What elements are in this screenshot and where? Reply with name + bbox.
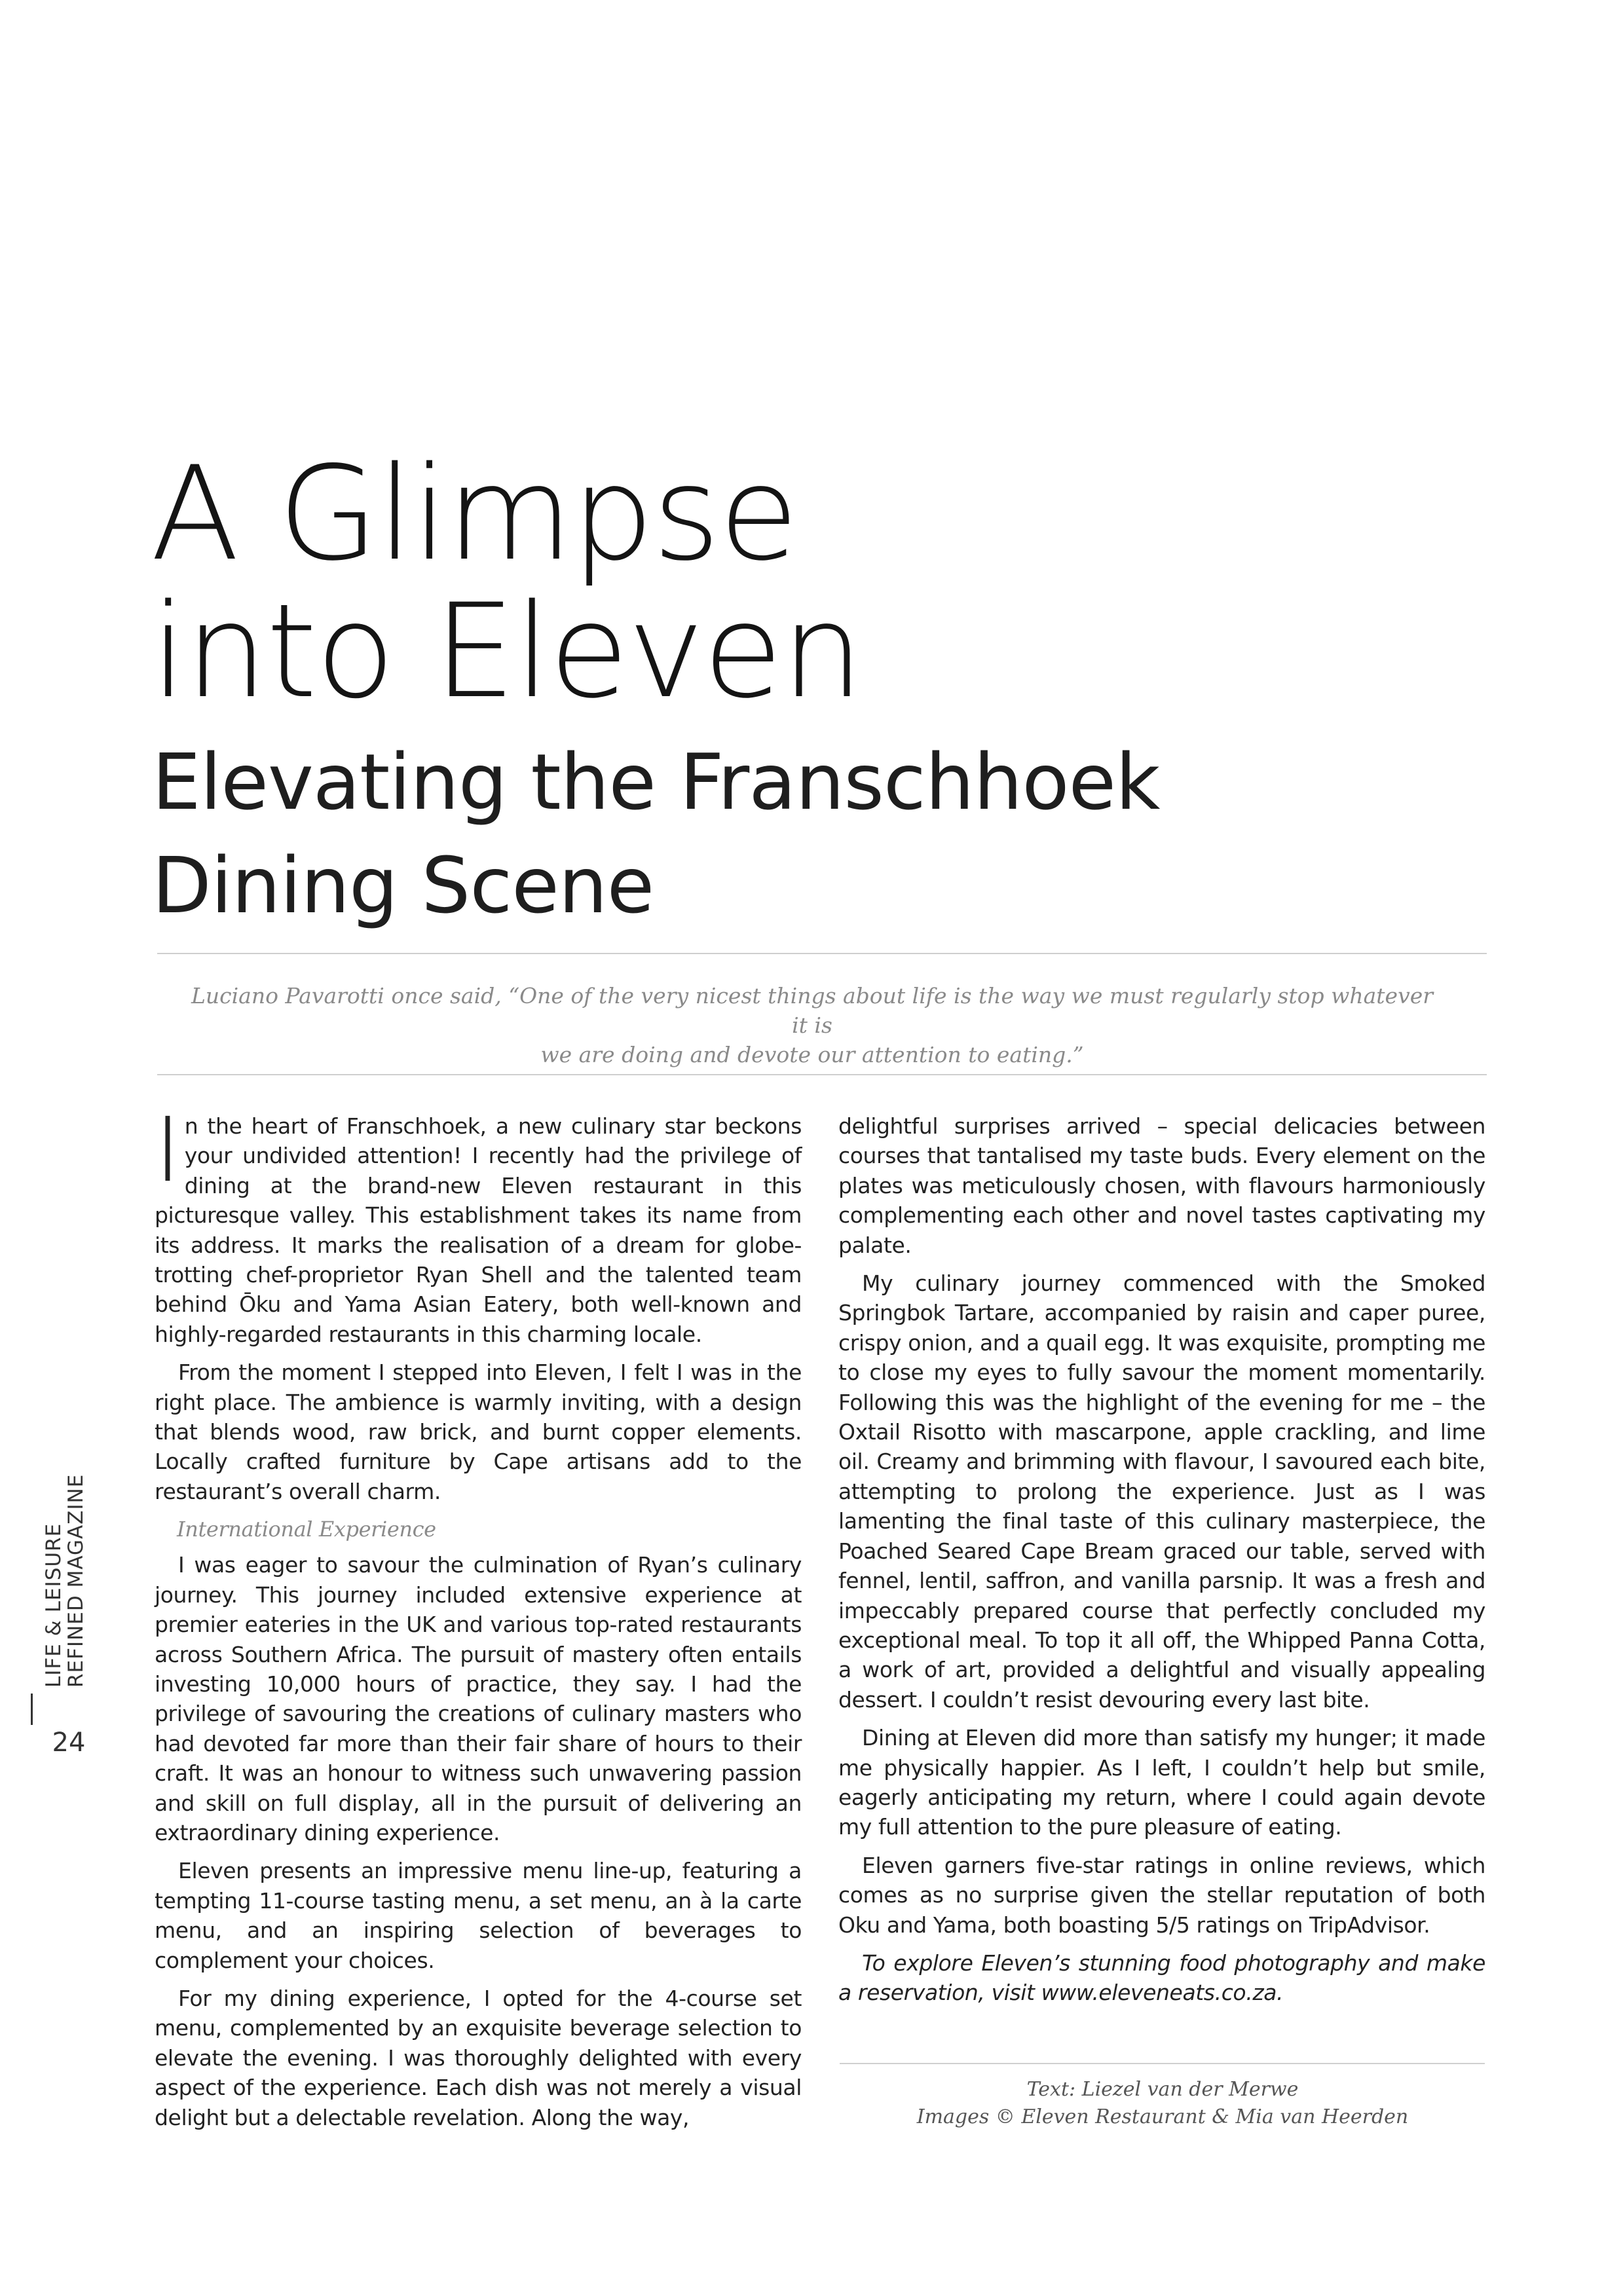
title-line: into Eleven <box>151 576 863 727</box>
pull-quote <box>190 981 1434 1069</box>
sidebar-rule <box>31 1694 33 1725</box>
subtitle-line: Elevating the Franschhoek <box>152 737 1160 827</box>
paragraph: Eleven garners five-star ratings in online reviews, which comes as no surprise given the stellar reputation of both Oku and Yama, both boasting 5/5 ratings on TripAdvisor. <box>838 1852 1485 1938</box>
paragraph: I was eager to savour the culmination of Ryan’s culinary journey. This journey included extensive experience at premier eateries in the UK and various top-rated restaurants across Southern Africa. The pursuit of mastery often entails investing 10,000 hours of practice, they say. I had the privilege of savouring the creations of culinary masters who had devoted far more than their fair share of hours to their craft. It was an honour to witness such unwavering passion and skill on full display, all in the pursuit of delivering an extraordinary dining experience. <box>155 1552 802 1845</box>
credits-divider <box>840 2063 1485 2064</box>
title-line: A Glimpse <box>151 438 798 589</box>
paragraph: delightful surprises arrived – special delicacies between courses that tantalised my taste buds. Every element on the plates was meticulously chosen, with flavours harmoniously complementing each other and novel tastes captivating my palate. <box>838 1113 1485 1258</box>
section-subheading: International Experience <box>177 1517 436 1542</box>
credits <box>838 2076 1487 2131</box>
paragraph: Eleven presents an impressive menu line-up, featuring a tempting 11-course tasting menu, a set menu, an à la carte menu, and an inspiring selection of beverages to complement your choices. <box>155 1858 802 1973</box>
page-number: 24 <box>52 1728 86 1758</box>
divider-bottom <box>157 1074 1487 1075</box>
sidebar-label <box>36 1473 102 1688</box>
quote-line: Luciano Pavarotti once said, “One of the very nicest things about life is the way we must regularly stop whatever it is <box>191 983 1434 1038</box>
article-subtitle <box>152 730 1159 937</box>
paragraph: From the moment I stepped into Eleven, I felt I was in the right place. The ambience is warmly inviting, with a design that blends wood, raw brick, and burnt copper elements. Locally crafted furniture by Cape artisans add to the restaurant’s overall charm. <box>155 1360 802 1504</box>
divider-top <box>157 953 1487 954</box>
subtitle-line: Dining Scene <box>152 840 654 931</box>
article-title <box>151 438 863 727</box>
column-left <box>155 1099 802 2141</box>
magazine-name: REFINED MAGAZINE <box>64 1473 88 1688</box>
paragraph: For my dining experience, I opted for the 4-course set menu, complemented by an exquisite beverage selection to elevate the evening. I was thoroughly delighted with every aspect of the experience. Each dish was not merely a visual delight but a delectable revelation. Along the way, <box>155 1985 802 2130</box>
paragraph: Dining at Eleven did more than satisfy my hunger; it made me physically happier. As I left, I couldn’t help but smile, eagerly anticipating my return, where I could again devote my full attention to the pure pleasure of eating. <box>838 1725 1485 1840</box>
text-credit: Text: Liezel van der Merwe <box>1026 2078 1299 2101</box>
column-right <box>838 1111 1485 2016</box>
paragraph: My culinary journey commenced with the Smoked Springbok Tartare, accompanied by raisin and caper puree, crispy onion, and a quail egg. It was exquisite, prompting me to close my eyes to fully savour the moment momentarily. Following this was the highlight of the evening for me – the Oxtail Risotto with mascarpone, apple crackling, and lime oil. Creamy and brimming with flavour, I savoured each bite, attempting to prolong the experience. Just as I was lamenting the final taste of this culinary masterpiece, the Poached Seared Cape Bream graced our table, served with fennel, lentil, saffron, and vanilla parsnip. It was a fresh and impeccably prepared course that perfectly concluded my exceptional meal. To top it all off, the Whipped Panna Cotta, a work of art, provided a delightful and visually appealing dessert. I couldn’t resist devouring every last bite. <box>838 1270 1485 1713</box>
paragraph: In the heart of Franschhoek, a new culinary star beckons your undivided attention! I recently had the privilege of dining at the brand-new Eleven restaurant in this picturesque valley. This establishment takes its name from its address. It marks the realisation of a dream for globe-trotting chef-proprietor Ryan Shell and the talented team behind Ōku and Yama Asian Eatery, both well-known and highly-regarded restaurants in this charming locale. <box>155 1099 802 1347</box>
section-name: LIFE & LEISURE <box>42 1523 65 1688</box>
reservation-note: To explore Eleven’s stunning food photography and make a reservation, visit www.eleveneats.co.za. <box>838 1950 1485 2006</box>
quote-line: we are doing and devote our attention to eating.” <box>540 1042 1084 1067</box>
image-credit: Images © Eleven Restaurant & Mia van Heerden <box>916 2105 1409 2128</box>
drop-cap: I <box>155 1099 181 1202</box>
